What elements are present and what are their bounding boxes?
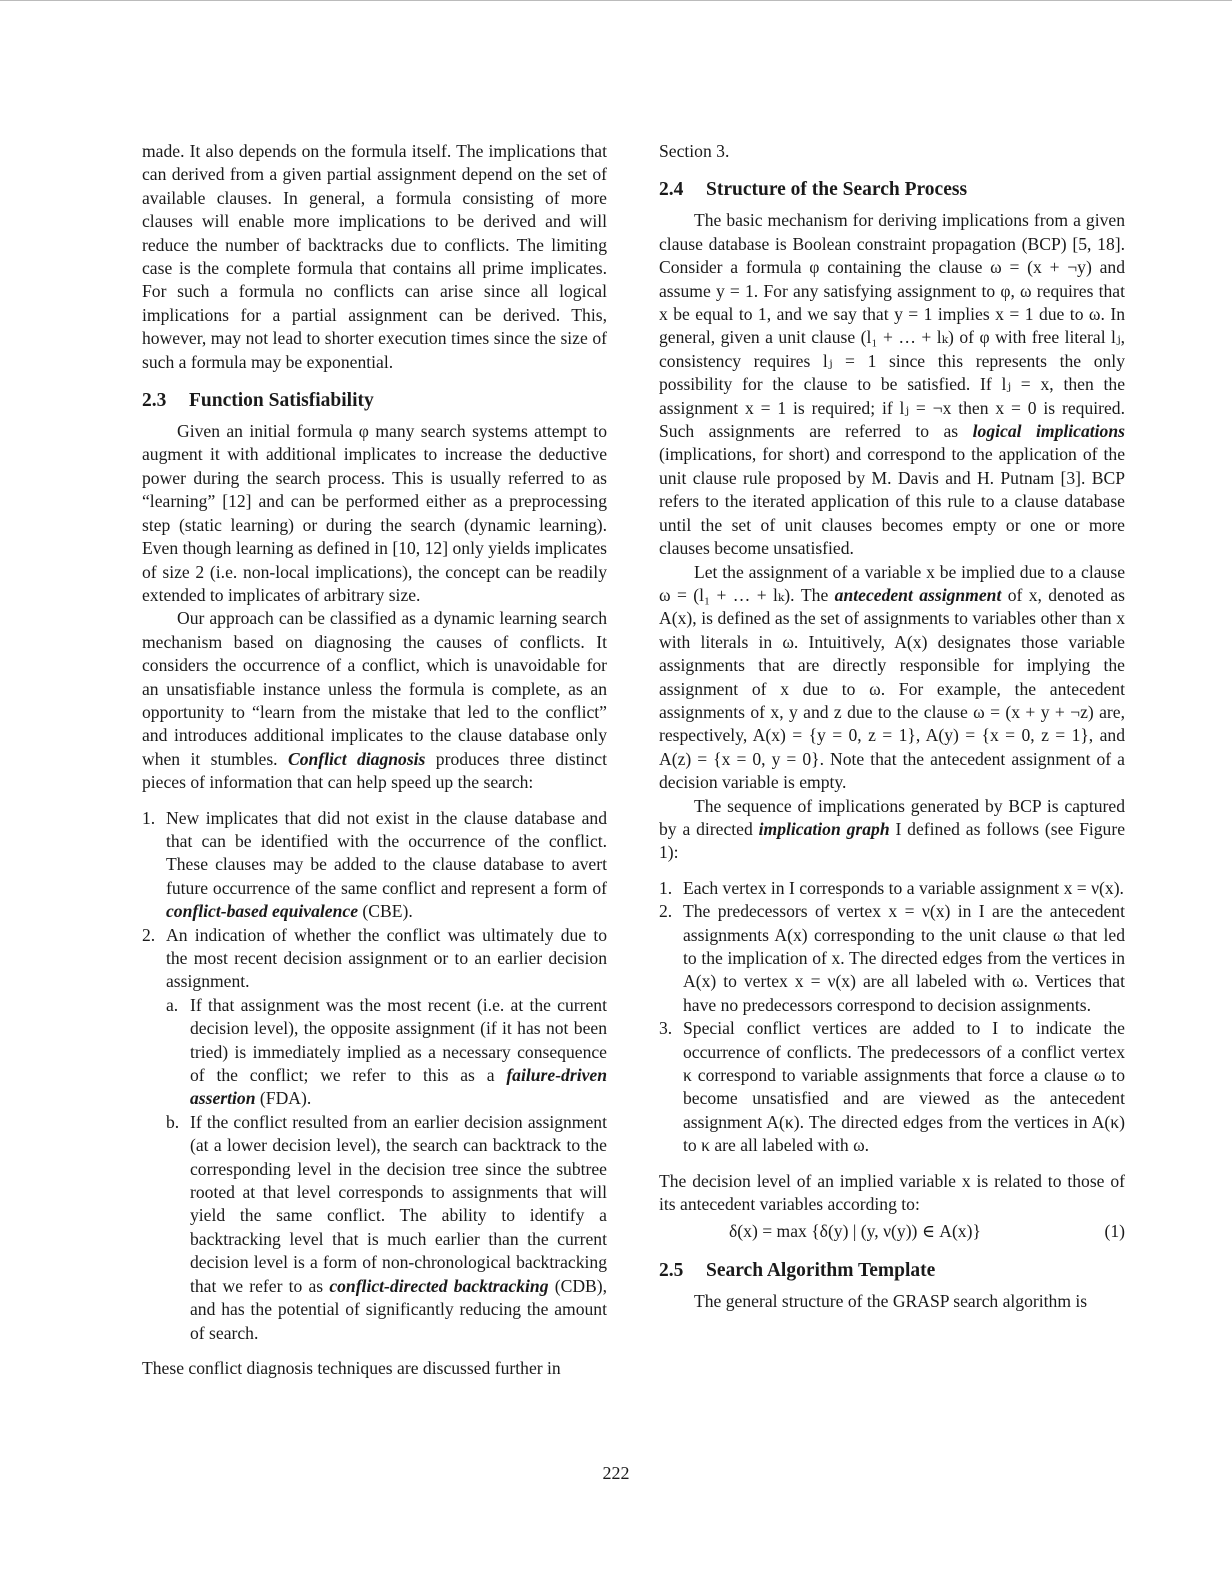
equation-number: (1) bbox=[1104, 1221, 1125, 1242]
paragraph-continued: made. It also depends on the formula itself. The implications that can derived from a given partial assignment depend on the set of available clauses. In general, a formula consisting of more clauses will enable more implications to be derived and will reduce the number of backtracks due to conflicts. The limiting case is the complete formula that contains all prime implicates. For such a formula no conflicts can arise since all logical implications for a partial assignment can be derived. This, however, may not lead to shorter execution times since the size of such a formula may be exponential. bbox=[142, 141, 607, 372]
text-run: The basic mechanism for deriving implications from a given clause database is Boolean constraint propagation (BCP) [5, 18]. Consider a formula φ containing the clause ω = (x + ¬y) and assume y = 1. For any satisfying assignment to φ, ω requires that x be equal to 1, and we say that y = 1 implies x = 1 due to ω. In general, given a unit clause (l₁ + … + lₖ) of φ with free literal lⱼ, consistency requires lⱼ = 1 since this represents the only possibility for the clause to be satisfied. If lⱼ = x, then the assignment x = 1 is required; if lⱼ = ¬x then x = 0 is required. Such assignments are referred to as bbox=[659, 210, 1125, 442]
text-run: Our approach can be classified as a dynamic learning search mechanism based on diagnosing the causes of conflicts. It considers the occurrence of a conflict, which is unavoidable for an unsatisfiable instance unless the formula is complete, as an opportunity to “learn from the mistake that led to the conflict” and introduces additional implicates to the clause database only when it stumbles. bbox=[142, 608, 607, 769]
text-run: If that assignment was the most recent (i.e. at the current decision level), the opposite assignment (if it has not been tried) is immediately implied as a necessary consequence of the conflict; we refer to this as a bbox=[190, 994, 607, 1086]
section-heading-2-5 bbox=[659, 1259, 1125, 1283]
text-run: (CBE). bbox=[362, 901, 413, 922]
text-run: (implications, for short) and correspond to the application of the unit clause rule proposed by M. Davis and H. Putnam [3]. BCP refers to the iterated application of this rule to a clause database until the set of unit clauses becomes empty or one or more clauses become unsatisfied. bbox=[659, 444, 1125, 559]
section-number: 2.4 bbox=[659, 179, 684, 201]
paragraph bbox=[659, 209, 1125, 560]
left-column bbox=[142, 140, 607, 1380]
defined-term: logical implications bbox=[972, 421, 1125, 442]
list-item bbox=[659, 900, 1125, 1017]
section-title: Structure of the Search Process bbox=[706, 179, 968, 201]
list-item bbox=[659, 877, 1125, 900]
paragraph bbox=[659, 561, 1125, 795]
text-run: The sequence of implications generated by BCP is captured by a directed bbox=[659, 795, 1125, 839]
text-run: produces three distinct pieces of information that can help speed up the search: bbox=[142, 748, 608, 793]
list-number: 2. bbox=[659, 901, 673, 922]
list-item bbox=[142, 924, 607, 1345]
defined-term: antecedent assignment bbox=[834, 584, 1002, 605]
equation-1 bbox=[659, 1220, 1125, 1243]
list-item-text bbox=[166, 924, 607, 1345]
list-number: 1. bbox=[142, 807, 156, 828]
section-heading-2-3 bbox=[142, 389, 607, 413]
defined-term: conflict-directed backtracking bbox=[329, 1275, 549, 1296]
paragraph bbox=[142, 607, 607, 794]
paragraph bbox=[659, 795, 1125, 865]
list-number: 2. bbox=[142, 924, 156, 945]
text-run: (FDA). bbox=[259, 1088, 312, 1109]
equation-body: δ(x) = max {δ(y) | (y, ν(y)) ∈ A(x)} bbox=[729, 1221, 981, 1242]
paragraph: The decision level of an implied variable x is related to those of its antecedent variables according to: bbox=[659, 1170, 1125, 1215]
text-run: I defined as follows (see Figure 1): bbox=[659, 818, 1126, 863]
list-item-text bbox=[166, 807, 607, 924]
defined-term: failure-driven assertion bbox=[190, 1065, 607, 1109]
sub-list-item bbox=[166, 1111, 607, 1345]
paragraph-continued: Section 3. bbox=[659, 141, 730, 161]
sub-list-item-text bbox=[190, 994, 607, 1111]
paragraph: The general structure of the GRASP search algorithm is bbox=[694, 1290, 1088, 1311]
text-run: New implicates that did not exist in the clause database and that can be identified with the occurrence of the conflict. These clauses may be added to the clause database to avert future occurrence of the same conflict and represent a form of bbox=[166, 807, 607, 898]
sub-list-letter: b. bbox=[166, 1111, 180, 1132]
text-run: Let the assignment of a variable x be implied due to a clause ω = (l₁ + … + lₖ). The bbox=[659, 561, 1125, 605]
list-number: 3. bbox=[659, 1018, 673, 1039]
text-run: An indication of whether the conflict was ultimately due to the most recent decision assignment or to an earlier decision assignment. bbox=[166, 924, 607, 992]
section-title: Search Algorithm Template bbox=[706, 1259, 936, 1281]
defined-term: conflict-based equivalence bbox=[166, 901, 359, 922]
sub-list-item-text bbox=[190, 1111, 607, 1345]
paragraph: Given an initial formula φ many search systems attempt to augment it with additional implicates to increase the deductive power during the search process. This is usually referred to as “learning” [12] and can be performed either as a preprocessing step (static learning) or during the search (dynamic learning). Even though learning as defined in [10, 12] only yields implicates of size 2 (i.e. non-local implications), the concept can be readily extended to implicates of arbitrary size. bbox=[142, 421, 607, 605]
text-run: of x, denoted as A(x), is defined as the set of assignments to variables other than x with literals in ω. Intuitively, A(x) designates those variable assignments that are directly responsible for implying the assignment of x due to ω. For example, the antecedent assignments of x, y and z due to the clause ω = (x + y + ¬z) are, respectively, A(x) = {y = 0, z = 1}, A(y) = {x = 0, z = 1}, and A(z) = {x = 0, y = 0}. Note that the antecedent assignment of a decision variable is empty. bbox=[659, 584, 1126, 793]
numbered-list bbox=[659, 877, 1125, 1158]
list-item-text: The predecessors of vertex x = ν(x) in I are the antecedent assignments A(x) corresponding to the unit clause ω that led to the implication of x. The directed edges from the vertices in A(x) to vertex x = ν(x) are all labeled with ω. Vertices that have no predecessors correspond to decision assignments. bbox=[683, 901, 1125, 1015]
list-number: 1. bbox=[659, 877, 673, 898]
paragraph: These conflict diagnosis techniques are discussed further in bbox=[142, 1357, 561, 1378]
section-number: 2.3 bbox=[142, 390, 167, 412]
text-run: (CDB), and has the potential of significantly reducing the amount of search. bbox=[190, 1275, 608, 1343]
page-number: 222 bbox=[602, 1463, 630, 1483]
list-item-text: Special conflict vertices are added to I to indicate the occurrence of conflicts. The predecessors of a conflict vertex κ correspond to variable assignments that force a clause ω to become unsatisfied and are viewed as the antecedent assignment A(κ). The directed edges from the vertices in A(κ) to κ are all labeled with ω. bbox=[683, 1018, 1125, 1156]
right-column bbox=[659, 140, 1125, 1313]
defined-term: Conflict diagnosis bbox=[287, 748, 426, 769]
numbered-list bbox=[142, 807, 607, 1345]
section-number: 2.5 bbox=[659, 1259, 684, 1281]
defined-term: implication graph bbox=[758, 818, 890, 839]
text-run: If the conflict resulted from an earlier decision assignment (at a lower decision level), the search can backtrack to the corresponding level in the decision tree since the subtree rooted at that level corresponds to assignments that will yield the same conflict. The ability to identify a backtracking level that is much earlier than the current decision level is a form of non-chronological backtracking that we refer to as bbox=[190, 1111, 607, 1296]
list-item bbox=[659, 1017, 1125, 1157]
list-item-text: Each vertex in I corresponds to a variable assignment x = ν(x). bbox=[683, 877, 1124, 898]
sub-list bbox=[166, 994, 607, 1345]
section-title: Function Satisfiability bbox=[189, 390, 374, 412]
page-top-border bbox=[0, 0, 1232, 1]
sub-list-item bbox=[166, 994, 607, 1111]
list-item bbox=[142, 807, 607, 924]
section-heading-2-4 bbox=[659, 178, 1125, 202]
sub-list-letter: a. bbox=[166, 994, 179, 1015]
